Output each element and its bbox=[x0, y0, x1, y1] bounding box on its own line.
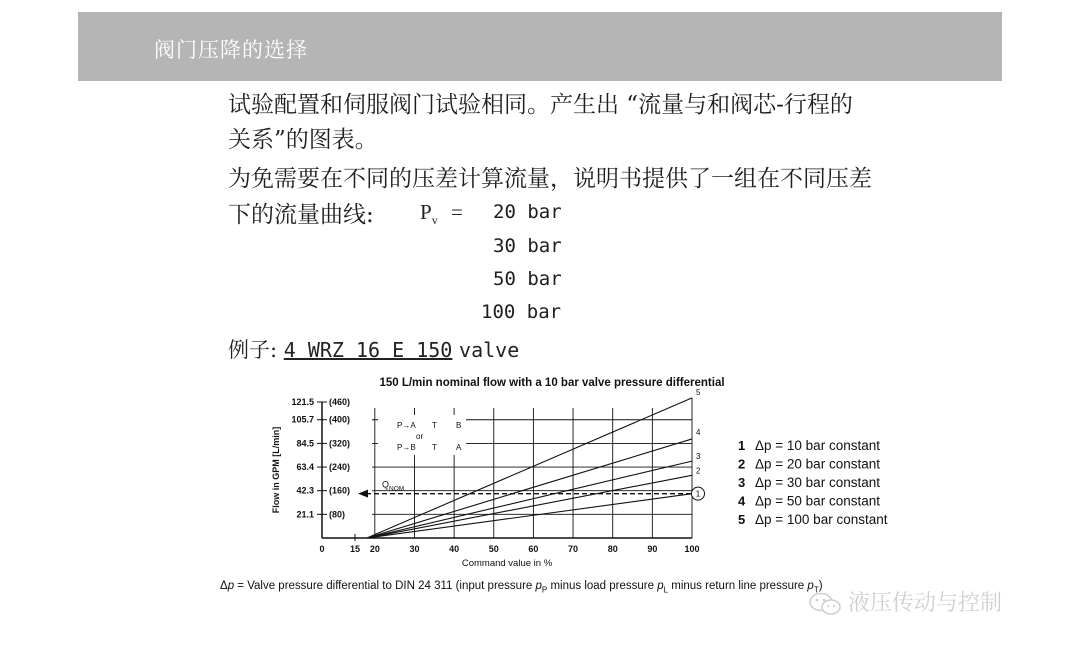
qnom-symbol: Q bbox=[382, 479, 390, 490]
footnote-text-3: minus return line pressure bbox=[668, 580, 808, 592]
curve-label-5: 5 bbox=[696, 387, 701, 397]
example-model: 4 WRZ 16 E 150 bbox=[283, 338, 453, 362]
example-label: 例子: bbox=[228, 338, 278, 362]
legend-number-1: 1 bbox=[738, 438, 746, 453]
footnote-text-1: = Valve pressure differential to DIN 24 311 (input pressure bbox=[234, 580, 536, 592]
paragraph-line-3: 为免需要在不同的压差计算流量，说明书提供了一组在不同压差 bbox=[228, 166, 872, 192]
footnote-close: ) bbox=[818, 580, 823, 592]
inset-row2-right: A bbox=[456, 443, 462, 452]
footnote-sub-t: T bbox=[813, 585, 819, 595]
x-tick-label: 50 bbox=[488, 544, 499, 554]
legend-number-4: 4 bbox=[738, 493, 746, 509]
x-tick-label: 20 bbox=[369, 544, 380, 554]
y-tick-lmin: (240) bbox=[329, 462, 351, 473]
x-tick-label: 80 bbox=[607, 544, 618, 554]
y-tick-lmin: (460) bbox=[329, 397, 351, 407]
x-tick-label: 90 bbox=[647, 544, 658, 554]
legend bbox=[738, 438, 888, 527]
legend-number-3: 3 bbox=[738, 475, 746, 490]
y-tick-lmin: (160) bbox=[329, 485, 351, 496]
y-tick-labels bbox=[291, 397, 350, 554]
x-tick-label: 100 bbox=[684, 544, 700, 554]
x-tick-label: 70 bbox=[568, 544, 579, 554]
legend-number-5: 5 bbox=[738, 512, 746, 527]
curve-label-4: 4 bbox=[696, 427, 701, 437]
legend-text-4: Δp = 50 bar constant bbox=[755, 493, 880, 509]
bar-value-50: 50 bar bbox=[493, 268, 562, 290]
curve-label-3: 3 bbox=[696, 452, 701, 462]
legend-text-3: Δp = 30 bar constant bbox=[755, 475, 880, 490]
page-title: 阀门压降的选择 bbox=[154, 38, 308, 62]
x-axis-label: Command value in % bbox=[461, 558, 553, 569]
y-tick-gpm: 84.5 bbox=[296, 438, 314, 449]
qnom-subscript: NOM bbox=[389, 485, 405, 493]
paragraph-line-2: 关系”的图表。 bbox=[228, 127, 378, 153]
inset-row1-t: T bbox=[432, 421, 437, 430]
qnom-arrow bbox=[358, 490, 368, 498]
bar-value-100: 100 bar bbox=[481, 301, 562, 323]
x-tick-label: 60 bbox=[528, 544, 539, 554]
curve-3 bbox=[367, 461, 692, 538]
x-tick-label: 30 bbox=[409, 544, 420, 554]
chart-title: 150 L/min nominal flow with a 10 bar valve pressure differential bbox=[379, 377, 725, 389]
legend-text-2: Δp = 20 bar constant bbox=[755, 456, 880, 472]
pv-equals: = bbox=[450, 200, 463, 224]
y-axis-label: Flow in GPM [L/min] bbox=[271, 426, 281, 514]
footnote-pp: p bbox=[535, 580, 542, 592]
footnote-sub-l: L bbox=[663, 585, 669, 595]
example-suffix: valve bbox=[459, 338, 520, 362]
bar-value-20: 20 bar bbox=[493, 201, 562, 223]
curve-labels bbox=[696, 388, 701, 475]
y-tick-gpm: 42.3 bbox=[296, 485, 314, 496]
y-tick-lmin: (320) bbox=[329, 438, 351, 449]
y-tick-lmin: (80) bbox=[329, 509, 346, 520]
inset-row1-left: P→A bbox=[397, 421, 416, 430]
footnote-pt: p bbox=[807, 580, 814, 592]
curve-label-2: 2 bbox=[696, 466, 701, 476]
wechat-icon bbox=[808, 592, 842, 616]
x-tick-label: 40 bbox=[449, 544, 460, 554]
curve-1-marker-label: 1 bbox=[695, 488, 701, 499]
y-tick-lmin: (400) bbox=[329, 414, 351, 425]
inset-row1-right: B bbox=[456, 421, 462, 430]
inset-box bbox=[378, 415, 466, 455]
x-tick-labels bbox=[350, 544, 700, 554]
inset-row2-left: P→B bbox=[397, 443, 416, 452]
inset-or: or bbox=[416, 432, 424, 441]
paragraph-line-1: 试验配置和伺服阀门试验相同。产生出 “流量与和阀芯-行程的 bbox=[228, 92, 853, 118]
pv-subscript: v bbox=[431, 213, 438, 228]
pv-symbol: P bbox=[420, 200, 432, 224]
y-tick-zero: 0 bbox=[319, 544, 325, 554]
y-tick-gpm: 121.5 bbox=[291, 397, 314, 407]
footnote-pl: p bbox=[657, 580, 664, 592]
y-tick-gpm: 63.4 bbox=[296, 462, 314, 473]
bar-value-30: 30 bar bbox=[493, 235, 562, 257]
footnote-delta: Δ bbox=[220, 580, 228, 592]
inset-row2-t: T bbox=[432, 443, 437, 452]
watermark-text: 液压传动与控制 bbox=[848, 591, 1003, 616]
y-tick-gpm: 105.7 bbox=[291, 414, 314, 425]
x-tick-label: 15 bbox=[349, 544, 361, 554]
paragraph-line-4: 下的流量曲线: bbox=[228, 202, 374, 228]
legend-text-5: Δp = 100 bar constant bbox=[755, 512, 888, 527]
y-tick-gpm: 21.1 bbox=[296, 509, 314, 520]
legend-text-1: Δp = 10 bar constant bbox=[755, 438, 880, 453]
curve-1 bbox=[367, 494, 692, 538]
footnote bbox=[220, 580, 823, 594]
legend-number-2: 2 bbox=[738, 456, 746, 472]
curve-2 bbox=[367, 475, 692, 538]
watermark bbox=[808, 586, 1002, 617]
footnote-sub-p: P bbox=[541, 585, 548, 595]
footnote-p: p bbox=[227, 580, 235, 592]
footnote-text-2: minus load pressure bbox=[547, 580, 658, 592]
